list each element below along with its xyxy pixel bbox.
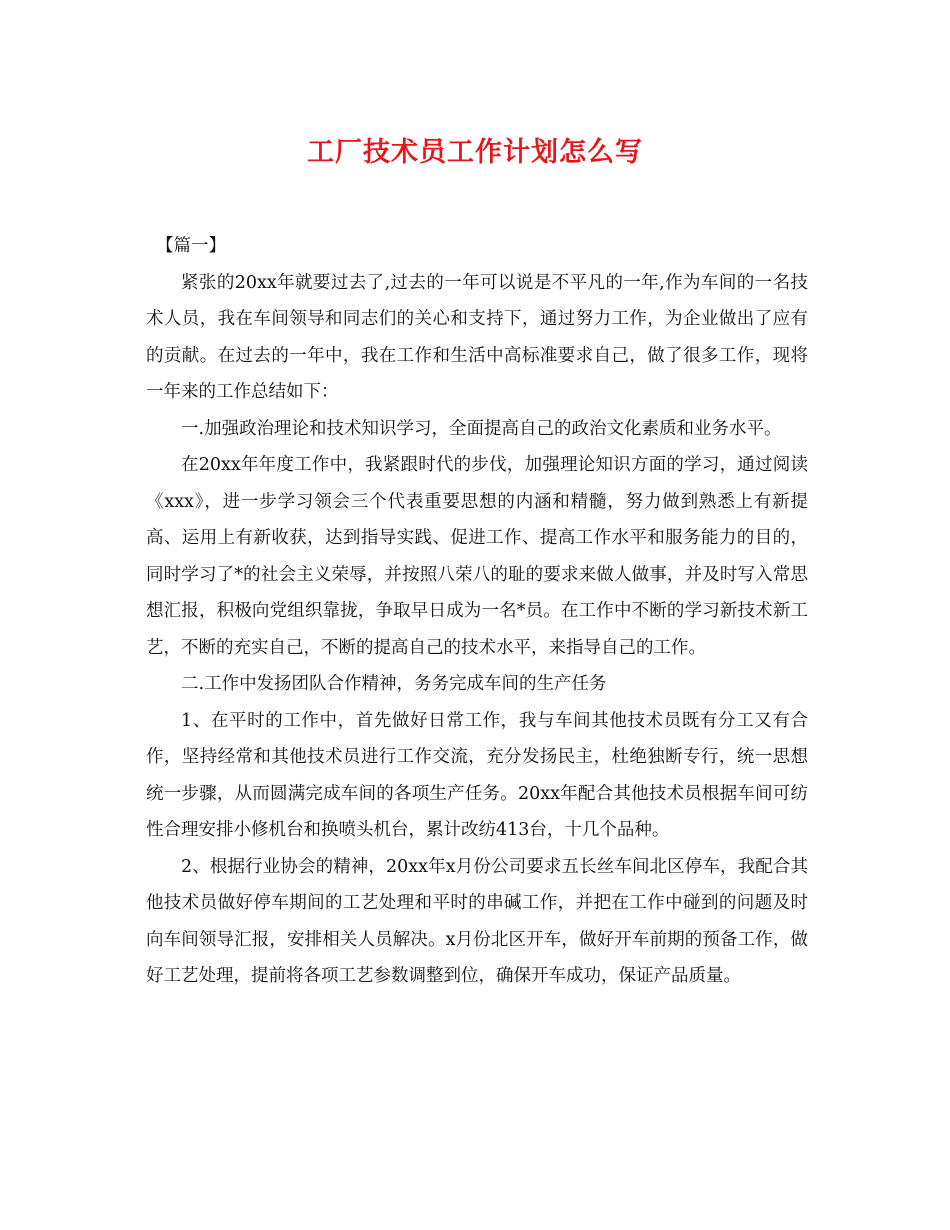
- section-label: 【篇一】: [156, 236, 226, 256]
- paragraph-theory: 在20xx年年度工作中，我紧跟时代的步伐，加强理论知识方面的学习，通过阅读《xxx》，进一步学习领会三个代表重要思想的内涵和精髓，努力做到熟悉上有新提高、运用上有新收获，达到指导实践、促进工作、提高工作水平和服务能力的目的，同时学习了*的社会主义荣辱，并按照八荣八的耻的要求来做人做事，并及时写入常思想汇报，积极向党组织靠拢，争取早日成为一名*员。在工作中不断的学习新技术新工艺，不断的充实自己，不断的提高自己的技术水平，来指导自己的工作。: [146, 455, 808, 658]
- document-title: 工厂技术员工作计划怎么写: [307, 137, 643, 168]
- heading-two: 二.工作中发扬团队合作精神，务务完成车间的生产任务: [181, 674, 607, 694]
- paragraph-item-1: 1、在平时的工作中，首先做好日常工作，我与车间其他技术员既有分工又有合作，坚持经常和其他技术员进行工作交流，充分发扬民主，杜绝独断专行，统一思想统一步骤，从而圆满完成车间的各项生产任务。20xx年配合其他技术员根据车间可纺性合理安排小修机台和换喷头机台，累计改纺413台，十几个品种。: [146, 710, 808, 840]
- heading-one: 一.加强政治理论和技术知识学习，全面提高自己的政治文化素质和业务水平。: [181, 418, 782, 439]
- document-body: [146, 228, 808, 995]
- paragraph-item-2: 2、根据行业协会的精神，20xx年x月份公司要求五长丝车间北区停车，我配合其他技术员做好停车期间的工艺处理和平时的串碱工作，并把在工作中碰到的问题及时向车间领导汇报，安排相关人员解决。x月份北区开车，做好开车前期的预备工作，做好工艺处理，提前将各项工艺参数调整到位，确保开车成功，保证产品质量。: [146, 856, 808, 986]
- paragraph-intro: 紧张的20xx年就要过去了,过去的一年可以说是不平凡的一年,作为车间的一名技术人员，我在车间领导和同志们的关心和支持下，通过努力工作，为企业做出了应有的贡献。在过去的一年中，我在工作和生活中高标准要求自己，做了很多工作，现将一年来的工作总结如下：: [146, 272, 808, 402]
